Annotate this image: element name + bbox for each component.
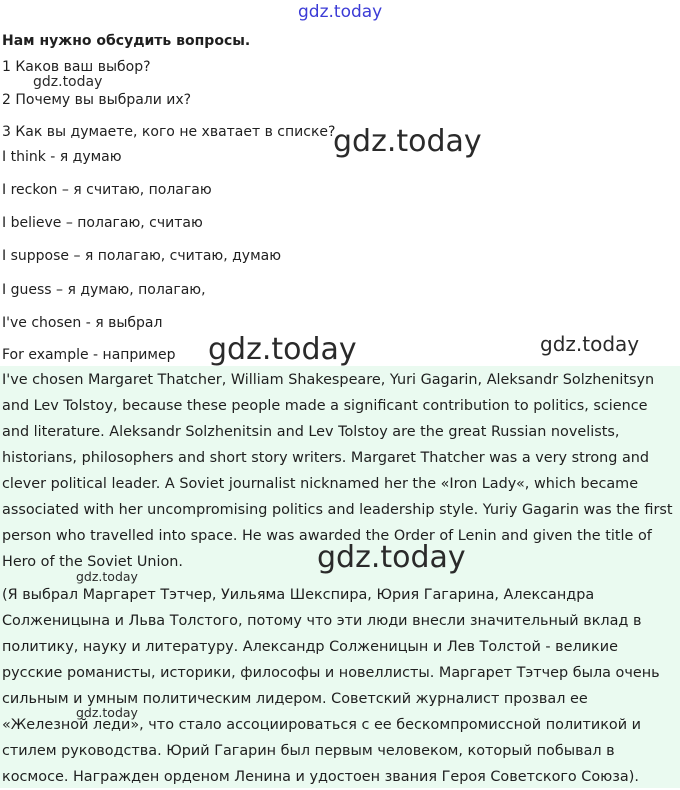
phrase-i-guess: I guess – я думаю, полагаю, [2, 282, 206, 298]
task-heading: Нам нужно обсудить вопросы. [2, 33, 251, 49]
answer-english: I've chosen Margaret Thatcher, William Shakespeare, Yuri Gagarin, Aleksandr Solzhenitsyn and Lev Tolstoy, because these people made a significant contribution to politics, science and literature. Aleksandr Solzhenitsin and Lev Tolstoy are the great Russian novelists, historians, philosophers and short story writers. Margaret Thatcher was a very strong and clever political leader. A Soviet journalist nicknamed her the «Iron Lady«, which became associated with her uncompromising politics and leadership style. Yuriy Gagarin was the first person who travelled into space. He was awarded the Order of Lenin and given the title of Hero of the Soviet Union. [2, 372, 673, 570]
watermark-small-3: gdz.today [76, 705, 138, 720]
watermark-large-3: gdz.today [317, 540, 466, 575]
question-1: 1 Каков ваш выбор? [2, 59, 151, 75]
watermark-small-1: gdz.today [33, 74, 103, 90]
answer-russian: (Я выбрал Маргарет Тэтчер, Уильяма Шекспира, Юрия Гагарина, Александра Солженицына и Льва Толстого, потому что эти люди внесли значительный вклад в политику, науку и литературу. Александр Солженицын и Лев Толстой - великие русские романисты, историки, философы и новеллисты. Маргарет Тэтчер была очень сильным и умным политическим лидером. Советский журналист прозвал ее «Железной леди», что стало ассоциироваться с ее бескомпромиссной политикой и стилем руководства. Юрий Гагарин был первым человеком, который побывал в космосе. Награжден орденом Ленина и удостоен звания Героя Советского Союза). [2, 587, 660, 785]
watermark-small-2: gdz.today [76, 569, 138, 584]
phrase-i-reckon: I reckon – я считаю, полагаю [2, 182, 212, 198]
phrase-i-believe: I believe – полагаю, считаю [2, 215, 203, 231]
question-2: 2 Почему вы выбрали их? [2, 92, 192, 108]
watermark-large-2: gdz.today [208, 332, 357, 367]
phrase-i-think: I think - я думаю [2, 149, 122, 165]
phrase-for-example: For example - например [2, 347, 176, 363]
watermark-large-1: gdz.today [333, 124, 482, 159]
question-3: 3 Как вы думаете, кого не хватает в списке? [2, 124, 336, 140]
phrase-i-suppose: I suppose – я полагаю, считаю, думаю [2, 248, 282, 264]
phrase-ive-chosen: I've chosen - я выбрал [2, 315, 163, 331]
watermark-medium-1: gdz.today [540, 332, 640, 356]
watermark-top: gdz.today [298, 2, 383, 22]
